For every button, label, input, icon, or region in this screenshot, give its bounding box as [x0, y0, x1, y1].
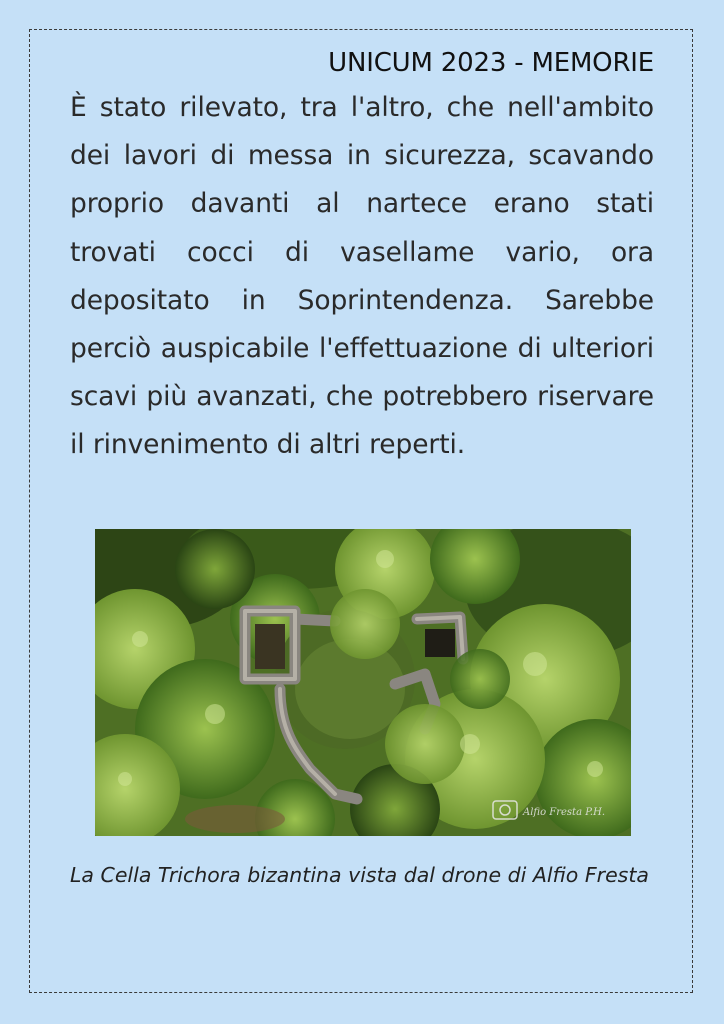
svg-text:Alfio Fresta P.H.: Alfio Fresta P.H. — [523, 807, 605, 818]
article-paragraph: È stato rilevato, tra l'altro, che nell'ambito dei lavori di messa in sicurezza, scavando proprio davanti al nartece erano stati trovati cocci di vasellame vario, ora depositato in Soprintendenza. Sarebbe perciò auspicabile l'effettuazione di ulteriori scavi più avanzati, che potrebbero riservare il rinvenimento di altri reperti. — [70, 92, 654, 461]
photo-caption: La Cella Trichora bizantina vista dal drone di Alfio Fresta — [70, 863, 649, 887]
drone-photo — [95, 529, 631, 836]
page-header-title: UNICUM 2023 - MEMORIE — [328, 48, 654, 78]
drone-photo-illustration — [95, 529, 631, 836]
